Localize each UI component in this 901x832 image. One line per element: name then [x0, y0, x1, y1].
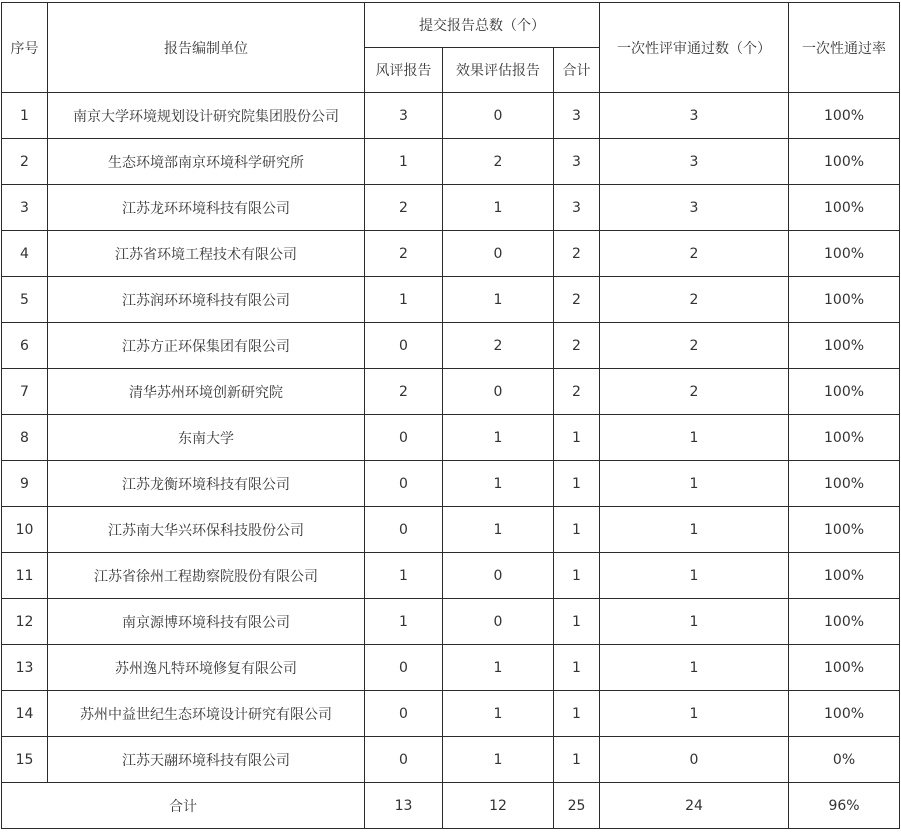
cell-subtotal: 3: [554, 185, 600, 231]
totals-passed: 24: [600, 783, 789, 829]
cell-risk-report: 1: [365, 553, 443, 599]
cell-subtotal: 1: [554, 645, 600, 691]
cell-effect-report: 0: [443, 599, 554, 645]
cell-index: 10: [2, 507, 48, 553]
cell-subtotal: 2: [554, 277, 600, 323]
cell-pass-rate: 100%: [789, 645, 900, 691]
cell-subtotal: 1: [554, 415, 600, 461]
cell-risk-report: 0: [365, 645, 443, 691]
header-effect-report: 效果评估报告: [443, 48, 554, 93]
table-row: [2, 691, 900, 737]
table-row: [2, 507, 900, 553]
cell-index: 13: [2, 645, 48, 691]
table-row: [2, 277, 900, 323]
cell-pass-rate: 100%: [789, 185, 900, 231]
cell-effect-report: 2: [443, 323, 554, 369]
cell-passed-first: 1: [600, 599, 789, 645]
header-submitted-total: 提交报告总数（个）: [365, 3, 600, 48]
cell-index: 4: [2, 231, 48, 277]
report-statistics-table: [1, 2, 900, 829]
table-row: [2, 93, 900, 139]
cell-subtotal: 1: [554, 553, 600, 599]
table-row: [2, 185, 900, 231]
cell-risk-report: 1: [365, 139, 443, 185]
cell-risk-report: 0: [365, 691, 443, 737]
cell-unit: 南京源博环境科技有限公司: [48, 599, 365, 645]
cell-index: 15: [2, 737, 48, 783]
cell-unit: 江苏润环环境科技有限公司: [48, 277, 365, 323]
cell-index: 5: [2, 277, 48, 323]
cell-subtotal: 1: [554, 691, 600, 737]
cell-effect-report: 2: [443, 139, 554, 185]
cell-unit: 南京大学环境规划设计研究院集团股份公司: [48, 93, 365, 139]
cell-effect-report: 1: [443, 277, 554, 323]
cell-unit: 苏州中益世纪生态环境设计研究有限公司: [48, 691, 365, 737]
cell-index: 1: [2, 93, 48, 139]
cell-unit: 江苏省徐州工程勘察院股份有限公司: [48, 553, 365, 599]
cell-unit: 清华苏州环境创新研究院: [48, 369, 365, 415]
cell-effect-report: 1: [443, 507, 554, 553]
cell-unit: 江苏天翮环境科技有限公司: [48, 737, 365, 783]
cell-effect-report: 1: [443, 691, 554, 737]
cell-passed-first: 2: [600, 323, 789, 369]
cell-unit: 生态环境部南京环境科学研究所: [48, 139, 365, 185]
table-row: [2, 737, 900, 783]
table-row: [2, 461, 900, 507]
cell-unit: 东南大学: [48, 415, 365, 461]
cell-passed-first: 3: [600, 93, 789, 139]
header-unit: 报告编制单位: [48, 3, 365, 93]
cell-pass-rate: 100%: [789, 323, 900, 369]
cell-unit: 江苏龙衡环境科技有限公司: [48, 461, 365, 507]
cell-pass-rate: 0%: [789, 737, 900, 783]
cell-passed-first: 3: [600, 139, 789, 185]
table-row: [2, 369, 900, 415]
cell-effect-report: 0: [443, 231, 554, 277]
cell-index: 11: [2, 553, 48, 599]
cell-passed-first: 2: [600, 277, 789, 323]
header-risk-report: 风评报告: [365, 48, 443, 93]
header-row-1: [2, 3, 900, 48]
cell-pass-rate: 100%: [789, 461, 900, 507]
cell-pass-rate: 100%: [789, 415, 900, 461]
cell-risk-report: 0: [365, 323, 443, 369]
table-row: [2, 323, 900, 369]
cell-risk-report: 0: [365, 415, 443, 461]
totals-rate: 96%: [789, 783, 900, 829]
cell-passed-first: 1: [600, 461, 789, 507]
totals-effect: 12: [443, 783, 554, 829]
cell-subtotal: 1: [554, 507, 600, 553]
header-pass-rate: 一次性通过率: [789, 3, 900, 93]
cell-risk-report: 0: [365, 737, 443, 783]
table-row: [2, 231, 900, 277]
cell-risk-report: 1: [365, 277, 443, 323]
cell-subtotal: 2: [554, 323, 600, 369]
cell-pass-rate: 100%: [789, 369, 900, 415]
cell-passed-first: 1: [600, 415, 789, 461]
cell-risk-report: 0: [365, 507, 443, 553]
totals-risk: 13: [365, 783, 443, 829]
cell-effect-report: 1: [443, 645, 554, 691]
cell-pass-rate: 100%: [789, 553, 900, 599]
table-row: [2, 415, 900, 461]
cell-effect-report: 1: [443, 461, 554, 507]
cell-risk-report: 1: [365, 599, 443, 645]
cell-passed-first: 2: [600, 369, 789, 415]
cell-pass-rate: 100%: [789, 277, 900, 323]
cell-risk-report: 2: [365, 231, 443, 277]
totals-total: 25: [554, 783, 600, 829]
cell-pass-rate: 100%: [789, 599, 900, 645]
cell-passed-first: 3: [600, 185, 789, 231]
cell-index: 9: [2, 461, 48, 507]
table-row: [2, 599, 900, 645]
cell-effect-report: 0: [443, 553, 554, 599]
cell-risk-report: 2: [365, 369, 443, 415]
cell-pass-rate: 100%: [789, 691, 900, 737]
cell-risk-report: 2: [365, 185, 443, 231]
cell-effect-report: 1: [443, 185, 554, 231]
cell-effect-report: 0: [443, 93, 554, 139]
cell-effect-report: 1: [443, 415, 554, 461]
cell-effect-report: 0: [443, 369, 554, 415]
header-index: 序号: [2, 3, 48, 93]
cell-passed-first: 1: [600, 507, 789, 553]
cell-unit: 江苏省环境工程技术有限公司: [48, 231, 365, 277]
cell-unit: 江苏龙环环境科技有限公司: [48, 185, 365, 231]
cell-index: 6: [2, 323, 48, 369]
cell-subtotal: 1: [554, 599, 600, 645]
cell-passed-first: 1: [600, 553, 789, 599]
cell-subtotal: 2: [554, 369, 600, 415]
cell-subtotal: 1: [554, 461, 600, 507]
table-row: [2, 553, 900, 599]
cell-passed-first: 1: [600, 691, 789, 737]
header-subtotal: 合计: [554, 48, 600, 93]
cell-risk-report: 0: [365, 461, 443, 507]
cell-pass-rate: 100%: [789, 139, 900, 185]
totals-label: 合计: [2, 783, 365, 829]
cell-subtotal: 2: [554, 231, 600, 277]
table-row: [2, 645, 900, 691]
cell-passed-first: 1: [600, 645, 789, 691]
table-row: [2, 139, 900, 185]
cell-passed-first: 2: [600, 231, 789, 277]
cell-unit: 江苏方正环保集团有限公司: [48, 323, 365, 369]
cell-index: 2: [2, 139, 48, 185]
cell-effect-report: 1: [443, 737, 554, 783]
header-passed-first: 一次性评审通过数（个）: [600, 3, 789, 93]
cell-passed-first: 0: [600, 737, 789, 783]
cell-index: 14: [2, 691, 48, 737]
cell-index: 3: [2, 185, 48, 231]
cell-subtotal: 3: [554, 93, 600, 139]
table-body: [2, 93, 900, 783]
cell-subtotal: 1: [554, 737, 600, 783]
cell-index: 7: [2, 369, 48, 415]
cell-index: 12: [2, 599, 48, 645]
cell-unit: 苏州逸凡特环境修复有限公司: [48, 645, 365, 691]
cell-pass-rate: 100%: [789, 231, 900, 277]
cell-unit: 江苏南大华兴环保科技股份公司: [48, 507, 365, 553]
cell-index: 8: [2, 415, 48, 461]
cell-subtotal: 3: [554, 139, 600, 185]
cell-risk-report: 3: [365, 93, 443, 139]
totals-row: [2, 783, 900, 829]
cell-pass-rate: 100%: [789, 93, 900, 139]
cell-pass-rate: 100%: [789, 507, 900, 553]
